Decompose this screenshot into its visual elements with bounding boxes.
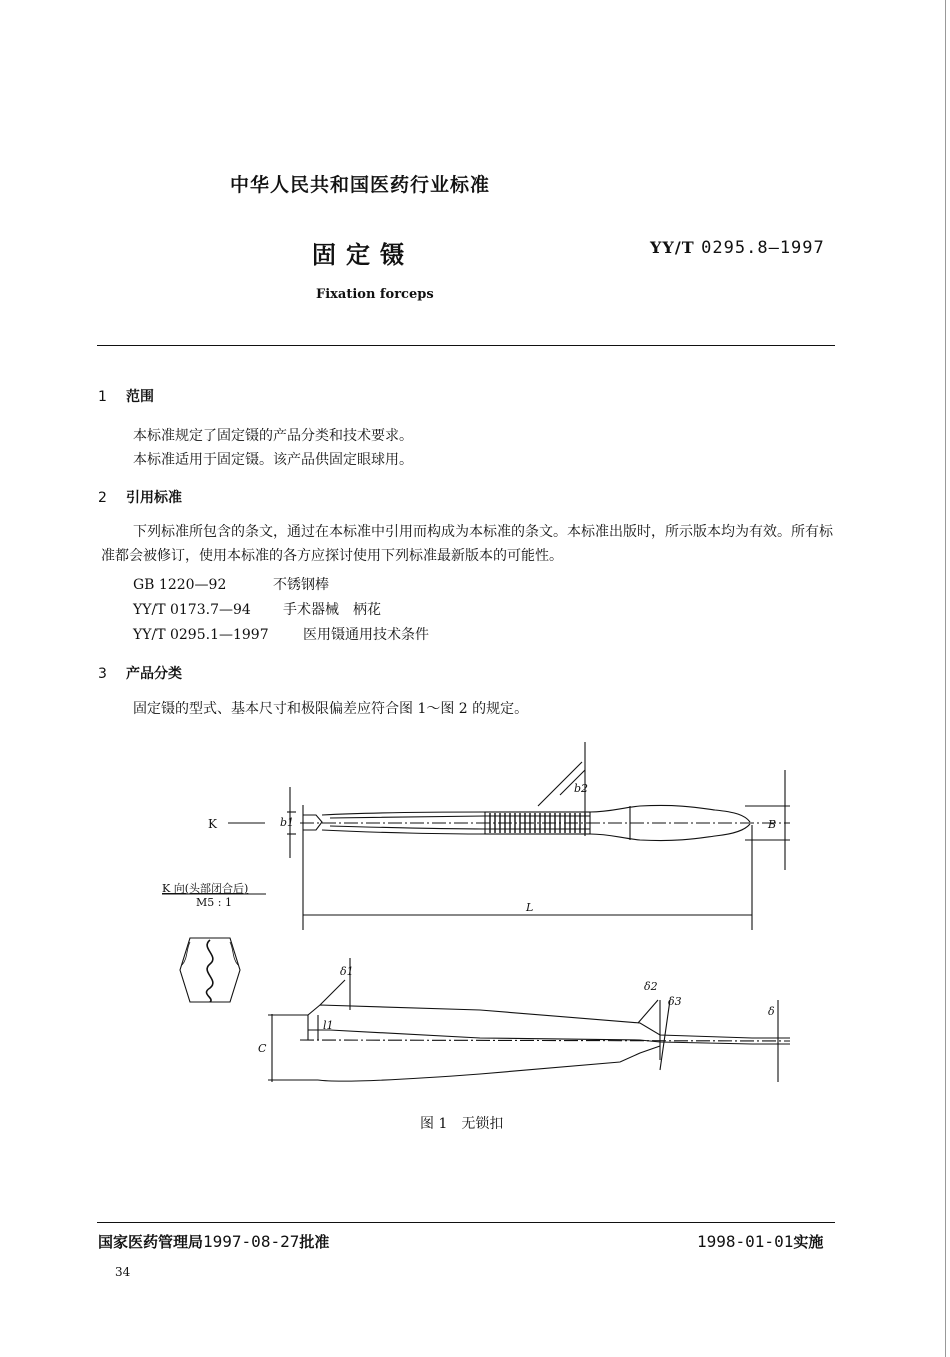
label-b1: b1 [280,816,295,829]
forceps-top-view [228,742,790,930]
label-delta2: δ2 [644,980,658,993]
label-l1: l1 [323,1019,334,1032]
label-b2: b2 [574,782,589,795]
footer-approval: 国家医药管理局1997-08-27批准 [98,1232,330,1251]
code-prefix: YY/T [650,238,695,257]
section-3-heading: 3 产品分类 [98,666,182,682]
label-c: C [258,1042,267,1055]
label-k: K [208,817,217,831]
section-1-para-1: 本标准规定了固定镊的产品分类和技术要求。 [133,428,413,444]
ref-item: YY/T 0295.1—1997 医用镊通用技术条件 [133,627,429,643]
label-delta1: δ1 [340,965,354,978]
label-big-b: B [768,818,777,831]
page-number: 34 [115,1265,131,1279]
footer-implementation: 1998-01-01实施 [697,1232,824,1251]
section-3-para: 固定镊的型式、基本尺寸和极限偏差应符合图 1～图 2 的规定。 [133,701,529,717]
footer-divider [97,1222,835,1223]
label-delta: δ [768,1005,775,1018]
view-label: K 向(头部闭合后) [162,882,249,895]
page-title: 固定镊 [312,241,414,269]
cross-section-view [180,938,240,1002]
section-1-para-2: 本标准适用于固定镊。该产品供固定眼球用。 [133,452,413,468]
section-1-heading: 1 范围 [98,389,154,405]
code-number: 0295.8—1997 [701,238,825,258]
standard-org: 中华人民共和国医药行业标准 [230,174,491,196]
ref-item: GB 1220—92 不锈钢棒 [133,577,329,593]
ref-item: YY/T 0173.7—94 手术器械 柄花 [133,602,381,618]
section-2-heading: 2 引用标准 [98,490,182,506]
figure-caption: 图 1 无锁扣 [420,1116,504,1132]
label-delta3: δ3 [668,995,682,1008]
section-2-para: 下列标准所包含的条文，通过在本标准中引用而构成为本标准的条文。本标准出版时，所示版本均为有效。所有标准都会被修订，使用本标准的各方应探讨使用下列标准最新版本的可能性。 [101,524,833,564]
english-title: Fixation forceps [316,287,434,302]
label-l: L [526,901,534,914]
view-scale: M5 : 1 [196,896,232,909]
